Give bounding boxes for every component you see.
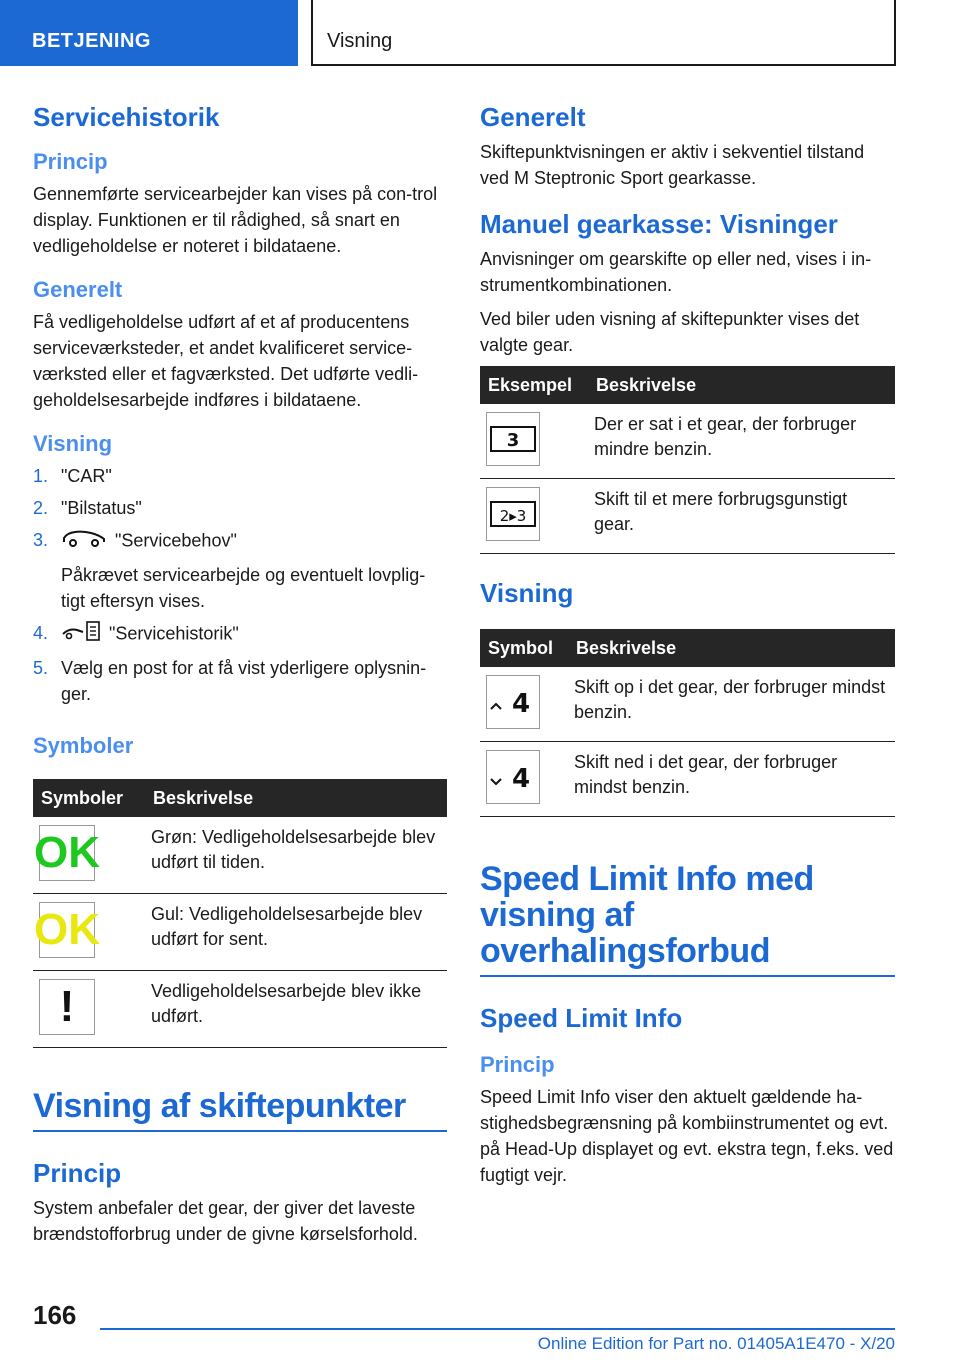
symboler-heading: Symboler [33, 733, 134, 758]
exclamation-icon: ! [39, 979, 95, 1035]
speed-princip-heading: Princip [480, 1052, 555, 1077]
gear-label: 4 [511, 764, 531, 792]
step-text: Vælg en post for at få vist yderligere oplysnin-ger. [61, 658, 427, 704]
shift-symbol-table [480, 629, 895, 817]
step-text: "Bilstatus" [61, 498, 142, 518]
list-item [33, 655, 447, 707]
list-item [33, 495, 447, 521]
skiftepunkter-title: Visning af skiftepunkter [33, 1088, 447, 1132]
table-header: Symbol [480, 629, 568, 667]
list-item [33, 620, 447, 649]
table-row [33, 817, 447, 894]
step-number: 3. [33, 530, 49, 550]
shift-up-icon [486, 675, 540, 729]
table-header: Beskrivelse [145, 779, 447, 817]
table-header: Eksempel [480, 366, 588, 404]
visning-heading: Visning [33, 431, 113, 456]
table-row [480, 667, 895, 742]
gear-label: 4 [511, 689, 531, 717]
manuel-text-2: Ved biler uden visning af skiftepunkter vises det valgte gear. [480, 309, 860, 355]
speed-princip-text: Speed Limit Info viser den aktuelt gældende ha-stighedsbegrænsning på kombiinstrumentet og evt. på Head-Up displayet og evt. ekstra tegn, f.eks. ved fugtigt vejr. [480, 1087, 894, 1185]
shift-down-icon [486, 750, 540, 804]
table-cell: Vedligeholdelsesarbejde blev ikke udført. [145, 971, 447, 1048]
right-column [480, 102, 895, 1206]
step-number: 5. [33, 658, 49, 678]
ok-green-icon: OK [39, 825, 95, 881]
ok-yellow-icon: OK [39, 902, 95, 958]
list-item [33, 527, 447, 614]
gear-shift-2-3-icon [486, 487, 540, 541]
footer-divider [100, 1328, 895, 1330]
service-history-icon [61, 620, 101, 649]
generelt-heading: Generelt [33, 277, 123, 302]
servicehistorik-title: Servicehistorik [33, 102, 220, 132]
table-header: Symboler [33, 779, 145, 817]
step-text: "Servicebehov" [115, 530, 237, 551]
table-cell: Gul: Vedligeholdelsesarbejde blev udført for sent. [145, 894, 447, 971]
table-row [480, 404, 895, 479]
right-generelt-heading: Generelt [480, 102, 586, 132]
chapter-tab: Visning [311, 0, 896, 66]
generelt-text: Få vedligeholdelse udført af et af producentens serviceværksteder, et andet kvalificeret service-værksted eller et fagværksted. Det udførte vedli-geholdelsesarbejde indføres i bildataene. [33, 312, 419, 410]
page-number: 166 [33, 1300, 77, 1330]
gear-label: 2▸3 [499, 507, 527, 525]
step-text: "CAR" [61, 466, 112, 486]
manuel-heading: Manuel gearkasse: Visninger [480, 209, 838, 239]
car-icon [61, 527, 107, 556]
gear-3-icon [486, 412, 540, 466]
list-item [33, 463, 447, 489]
step-number: 2. [33, 498, 49, 518]
step-number: 1. [33, 466, 49, 486]
edition-note: Online Edition for Part no. 01405A1E470 - X/20 [537, 1334, 895, 1353]
table-row [480, 742, 895, 817]
right-visning-heading: Visning [480, 578, 574, 608]
page-header [0, 0, 960, 66]
left-column [33, 102, 447, 1265]
table-cell: Grøn: Vedligeholdelsesarbejde blev udført til tiden. [145, 817, 447, 894]
table-cell: Skift til et mere forbrugsgunstigt gear. [588, 479, 895, 554]
table-cell: Skift ned i det gear, der forbruger mindst benzin. [568, 742, 895, 817]
gear-example-table [480, 366, 895, 554]
speed-limit-title: Speed Limit Info med visning af overhalingsforbud [480, 861, 895, 977]
step-subtext: Påkrævet servicearbejde og eventuelt lovplig-tigt eftersyn vises. [61, 565, 426, 611]
table-header: Beskrivelse [588, 366, 895, 404]
step-text: "Servicehistorik" [109, 623, 239, 644]
manuel-text-1: Anvisninger om gearskifte op eller ned, vises i in-strumentkombinationen. [480, 249, 872, 295]
table-header: Beskrivelse [568, 629, 895, 667]
skift-princip-text: System anbefaler det gear, der giver det laveste brændstofforbrug under de givne kørselsforhold. [33, 1198, 418, 1244]
table-row [33, 971, 447, 1048]
table-row [480, 479, 895, 554]
table-row [33, 894, 447, 971]
right-generelt-text: Skiftepunktvisningen er aktiv i sekventiel tilstand ved M Steptronic Sport gearkasse. [480, 142, 865, 188]
table-cell: Skift op i det gear, der forbruger mindst benzin. [568, 667, 895, 742]
visning-steps [33, 463, 447, 707]
princip-heading: Princip [33, 149, 108, 174]
section-label: BETJENING [0, 0, 298, 66]
princip-text: Gennemførte servicearbejder kan vises på con-trol display. Funktionen er til rådighed, så snart en vedligeholdelse er noteret i bildataene. [33, 184, 438, 256]
skift-princip-heading: Princip [33, 1158, 122, 1188]
table-cell: Der er sat i et gear, der forbruger mindre benzin. [588, 404, 895, 479]
symbols-table [33, 779, 447, 1048]
step-number: 4. [33, 623, 49, 643]
gear-label: 3 [506, 430, 520, 451]
speed-limit-subtitle: Speed Limit Info [480, 1003, 683, 1033]
